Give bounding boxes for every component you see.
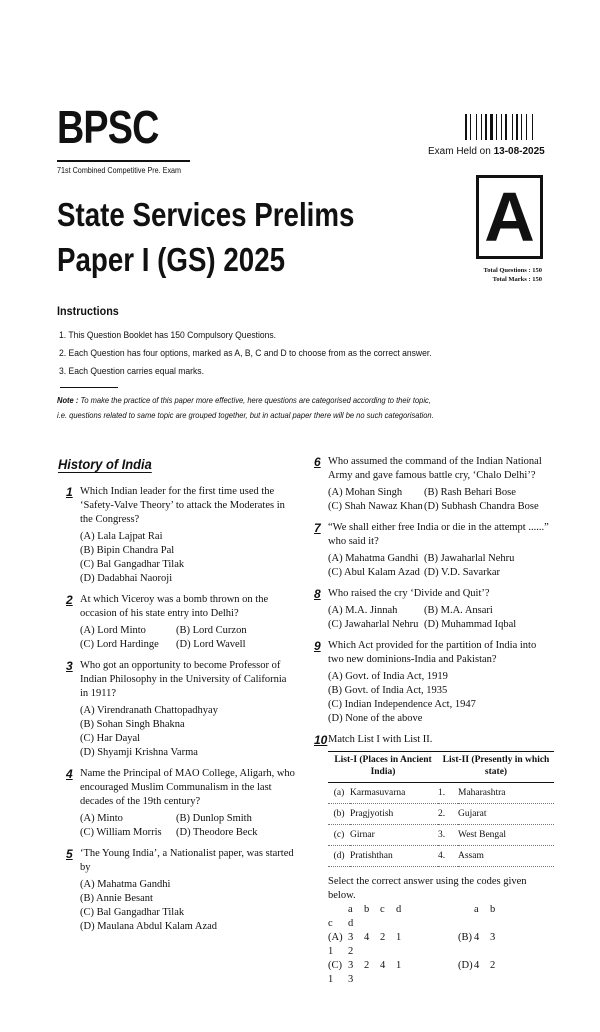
option: (A) Mahatma Gandhi [80, 879, 171, 890]
row-letter: (a) [328, 783, 350, 804]
question-number: 1 [66, 485, 73, 499]
row-number: 2. [438, 804, 458, 825]
question-6 [314, 455, 554, 514]
code-letter: a [474, 904, 479, 915]
question-7 [314, 521, 554, 580]
question-text: Who got an opportunity to become Professor of Indian Philosophy in the University of California in 1911? [80, 660, 287, 699]
question-1 [66, 485, 296, 586]
question-text: Match List I with List II. [328, 734, 433, 745]
code-value: 1 [396, 932, 402, 943]
code-letter: c [328, 918, 333, 929]
table-row [328, 783, 554, 804]
code-value: 1 [328, 946, 334, 957]
code-row [328, 959, 554, 987]
spacer [438, 903, 458, 917]
spacer [458, 903, 474, 917]
code-value: 4 [474, 960, 480, 971]
answer-codes [328, 875, 554, 987]
option: (D) Lord Wavell [176, 639, 246, 650]
question-text: Which Act provided for the partition of India into two new dominions-India and Pakistan? [328, 640, 537, 665]
row-letter: (c) [328, 825, 350, 846]
option: (D) Maulana Abdul Kalam Azad [80, 921, 218, 932]
question-10 [314, 733, 554, 987]
state-name: West Bengal [458, 825, 554, 846]
option: (B) Rash Behari Bose [424, 487, 516, 498]
row-number: 1. [438, 783, 458, 804]
option: (B) Bipin Chandra Pal [80, 545, 175, 556]
question-text: ‘The Young India’, a Nationalist paper, was started by [80, 848, 294, 873]
option: (C) Shah Nawaz Khan [328, 501, 423, 512]
code-row [328, 931, 554, 959]
code-letter: a [348, 904, 353, 915]
option: (A) M.A. Jinnah [328, 605, 398, 616]
page-title-line1: State Services Prelims [57, 196, 355, 233]
total-marks: Total Marks : 150 [492, 276, 542, 283]
options-list [80, 530, 296, 586]
code-value: 2 [380, 932, 386, 943]
set-letter-box [476, 175, 543, 259]
set-letter: A [484, 178, 535, 256]
instruction-item: 3. Each Question carries equal marks. [59, 366, 204, 377]
options-list [328, 604, 554, 632]
option: (C) Bal Gangadhar Tilak [80, 907, 185, 918]
option: (D) Shyamji Krishna Varma [80, 747, 198, 758]
option: (B) Govt. of India Act, 1935 [328, 685, 448, 696]
instruction-item: 1. This Question Booklet has 150 Compulsory Questions. [59, 330, 277, 341]
options-list [328, 552, 554, 580]
page-title-line2: Paper I (GS) 2025 [57, 241, 286, 278]
code-value: 4 [474, 932, 480, 943]
question-number: 9 [314, 639, 321, 653]
question-number: 8 [314, 587, 321, 601]
exam-date: 13-08-2025 [493, 146, 545, 157]
question-number: 7 [314, 521, 321, 535]
question-text: Which Indian leader for the first time used the ‘Safety-Valve Theory’ to attack the Moderates in the Congress? [80, 486, 285, 525]
option: (B) Annie Besant [80, 893, 153, 904]
options-list [328, 486, 554, 514]
option: (D) V.D. Savarkar [424, 567, 501, 578]
row-letter: (b) [328, 804, 350, 825]
code-value: 3 [348, 974, 354, 985]
code-value: 1 [396, 960, 402, 971]
code-letter: c [380, 904, 385, 915]
question-column-left [66, 485, 296, 941]
instruction-item: 2. Each Question has four options, marked as A, B, C and D to choose from as the correct answer. [59, 348, 432, 359]
code-option: (B) [458, 932, 472, 943]
brand-underline [57, 160, 190, 162]
code-value: 4 [380, 960, 386, 971]
state-name: Assam [458, 846, 554, 867]
option: (B) Jawaharlal Nehru [424, 553, 515, 564]
option: (C) Abul Kalam Azad [328, 567, 420, 578]
option: (B) Lord Curzon [176, 625, 247, 636]
question-number: 6 [314, 455, 321, 469]
option: (C) William Morris [80, 827, 162, 838]
instructions-heading: Instructions [57, 304, 119, 318]
brand-title: BPSC [57, 101, 159, 153]
question-number: 5 [66, 847, 73, 861]
spacer [328, 903, 348, 917]
code-value: 2 [490, 960, 496, 971]
options-list [80, 812, 296, 840]
table-row [328, 825, 554, 846]
code-letter: b [490, 904, 496, 915]
option: (C) Lord Hardinge [80, 639, 159, 650]
options-list [328, 670, 554, 726]
question-text: At which Viceroy was a bomb thrown on the occasion of his state entry into Delhi? [80, 594, 269, 619]
question-text: Who assumed the command of the Indian National Army and gave famous battle cry, ‘Chalo Delhi’? [328, 456, 542, 481]
option: (C) Indian Independence Act, 1947 [328, 699, 476, 710]
code-value: 3 [348, 932, 354, 943]
option: (B) M.A. Ansari [424, 605, 493, 616]
practice-note [57, 393, 434, 423]
question-number: 10 [314, 733, 328, 747]
barcode [465, 114, 543, 140]
option: (B) Dunlop Smith [176, 813, 252, 824]
note-text-line1: To make the practice of this paper more effective, here questions are categorised according to their topic, [78, 395, 431, 405]
option: (A) Lord Minto [80, 625, 146, 636]
place-name: Karmasuvarna [350, 783, 438, 804]
options-list [80, 624, 296, 652]
question-5 [66, 847, 296, 934]
totals [484, 266, 542, 284]
question-2 [66, 593, 296, 652]
option: (A) Mahatma Gandhi [328, 553, 419, 564]
code-value: 3 [490, 932, 496, 943]
code-value: 2 [348, 946, 354, 957]
row-letter: (d) [328, 846, 350, 867]
code-value: 4 [364, 932, 370, 943]
question-column-right [314, 455, 554, 994]
row-number: 3. [438, 825, 458, 846]
section-title: History of India [58, 456, 152, 472]
option: (C) Har Dayal [80, 733, 141, 744]
question-8 [314, 587, 554, 632]
options-list [80, 704, 296, 760]
note-divider [60, 387, 118, 388]
code-letter: d [348, 918, 354, 929]
note-label: Note : [57, 395, 79, 405]
match-table [328, 751, 554, 867]
option: (B) Sohan Singh Bhakna [80, 719, 185, 730]
place-name: Girnar [350, 825, 438, 846]
question-text: “We shall either free India or die in the attempt ......” who said it? [328, 522, 549, 547]
place-name: Pragjyotish [350, 804, 438, 825]
place-name: Pratishthan [350, 846, 438, 867]
table-row [328, 804, 554, 825]
note-text-line2: i.e. questions related to same topic are grouped together, but in actual paper there will be no such categorisation. [57, 410, 434, 420]
state-name: Maharashtra [458, 783, 554, 804]
instructions-list [59, 327, 432, 381]
option: (C) Bal Gangadhar Tilak [80, 559, 185, 570]
exam-date-line [428, 146, 545, 157]
option: (A) Govt. of India Act, 1919 [328, 671, 448, 682]
option: (D) None of the above [328, 713, 423, 724]
code-letter: b [364, 904, 370, 915]
row-number: 4. [438, 846, 458, 867]
option: (D) Dadabhai Naoroji [80, 573, 173, 584]
code-value: 2 [364, 960, 370, 971]
question-4 [66, 767, 296, 840]
question-3 [66, 659, 296, 760]
question-number: 3 [66, 659, 73, 673]
option: (A) Mohan Singh [328, 487, 403, 498]
code-value: 1 [328, 974, 334, 985]
question-9 [314, 639, 554, 726]
option: (D) Subhash Chandra Bose [424, 501, 539, 512]
question-text: Name the Principal of MAO College, Aligarh, who encouraged Muslim Communalism in the last decades of the 19th century? [80, 768, 295, 807]
option: (A) Virendranath Chattopadhyay [80, 705, 218, 716]
option: (A) Minto [80, 813, 123, 824]
exam-held-label: Exam Held on [428, 146, 491, 157]
question-number: 2 [66, 593, 73, 607]
state-name: Gujarat [458, 804, 554, 825]
list2-header: List-II (Presently in which state) [438, 752, 554, 783]
option: (C) Jawaharlal Nehru [328, 619, 419, 630]
question-text: Who raised the cry ‘Divide and Quit’? [328, 588, 490, 599]
total-questions: Total Questions : 150 [483, 267, 542, 274]
code-letters-header [328, 903, 554, 931]
codes-instruction: Select the correct answer using the codes given below. [328, 876, 527, 901]
option: (D) Theodore Beck [176, 827, 258, 838]
code-option: (C) [328, 960, 342, 971]
table-row [328, 846, 554, 867]
option: (D) Muhammad Iqbal [424, 619, 517, 630]
code-option: (D) [458, 960, 473, 971]
options-list [80, 878, 296, 934]
code-letter: d [396, 904, 402, 915]
spacer [438, 959, 458, 973]
code-option: (A) [328, 932, 343, 943]
list1-header: List-I (Places in Ancient India) [328, 752, 438, 783]
code-value: 3 [348, 960, 354, 971]
exam-subtitle: 71st Combined Competitive Pre. Exam [57, 166, 182, 175]
spacer [438, 931, 458, 945]
option: (A) Lala Lajpat Rai [80, 531, 163, 542]
question-number: 4 [66, 767, 73, 781]
